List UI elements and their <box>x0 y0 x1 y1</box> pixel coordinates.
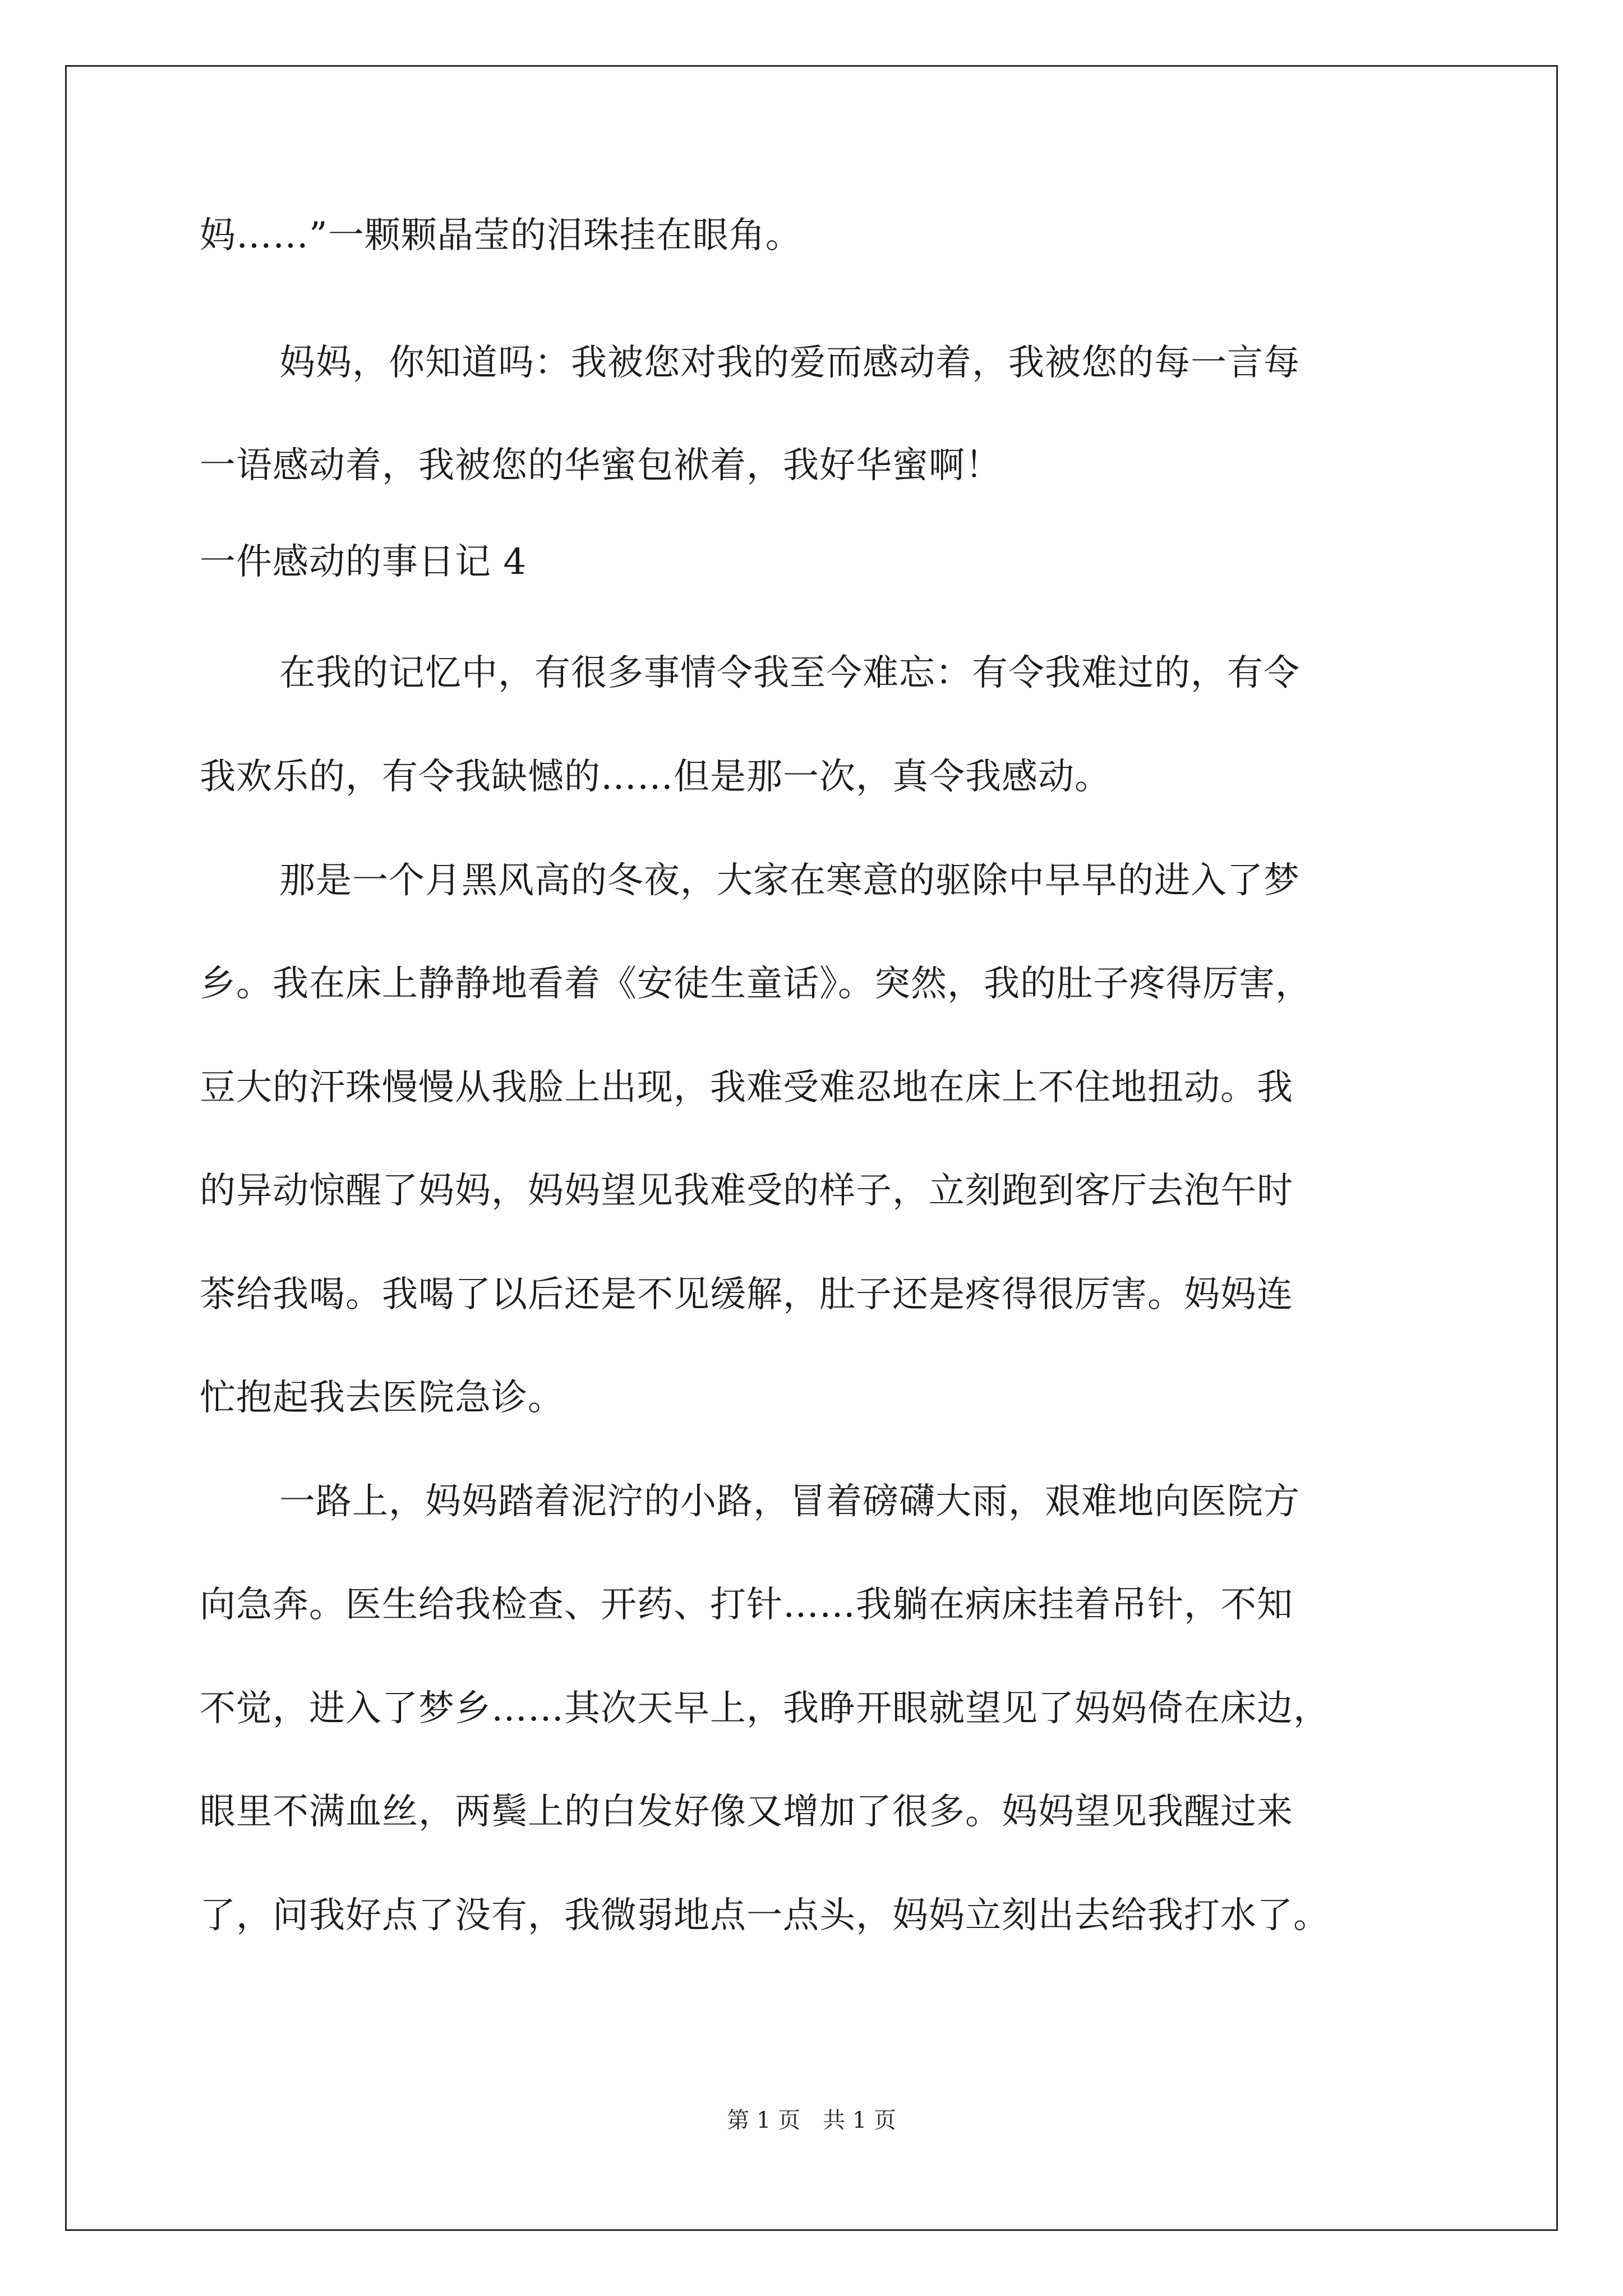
paragraph-line: 茶给我喝。我喝了以后还是不见缓解，肚子还是疼得很厉害。妈妈连 <box>200 1274 1293 1315</box>
paragraph-line: 妈……”一颗颗晶莹的泪珠挂在眼角。 <box>200 215 802 256</box>
paragraph-line: 的异动惊醒了妈妈，妈妈望见我难受的样子，立刻跑到客厅去泡午时 <box>200 1170 1293 1212</box>
paragraph-line: 我欢乐的，有令我缺憾的……但是那一次，真令我感动。 <box>200 756 1111 798</box>
paragraph-line: 在我的记忆中，有很多事情令我至今难忘：有令我难过的，有令 <box>279 652 1300 694</box>
paragraph-line: 眼里不满血丝，两鬓上的白发好像又增加了很多。妈妈望见我醒过来 <box>200 1791 1293 1833</box>
paragraph-line: 妈妈，你知道吗：我被您对我的爱而感动着，我被您的每一言每 <box>279 342 1300 384</box>
paragraph-line: 一语感动着，我被您的华蜜包袱着，我好华蜜啊！ <box>200 445 1002 486</box>
paragraph-line: 向急奔。医生给我检查、开药、打针……我躺在病床挂着吊针，不知 <box>200 1584 1293 1626</box>
paragraph-line: 不觉，进入了梦乡……其次天早上，我睁开眼就望见了妈妈倚在床边， <box>200 1688 1330 1729</box>
section-heading: 一件感动的事日记 4 <box>200 541 527 583</box>
paragraph-line: 乡。我在床上静静地看着《安徒生童话》。突然，我的肚子疼得厉害， <box>200 963 1312 1005</box>
page-number: 第 1 页 共 1 页 <box>727 2108 896 2133</box>
paragraph-line: 豆大的汗珠慢慢从我脸上出现，我难受难忍地在床上不住地扭动。我 <box>200 1067 1293 1108</box>
paragraph-line: 了，问我好点了没有，我微弱地点一点头，妈妈立刻出去给我打水了。 <box>200 1895 1330 1936</box>
paragraph-line: 忙抱起我去医院急诊。 <box>200 1377 564 1419</box>
paragraph-line: 一路上，妈妈踏着泥泞的小路，冒着磅礴大雨，艰难地向医院方 <box>279 1481 1300 1522</box>
paragraph-line: 那是一个月黑风高的冬夜，大家在寒意的驱除中早早的进入了梦 <box>279 860 1300 901</box>
